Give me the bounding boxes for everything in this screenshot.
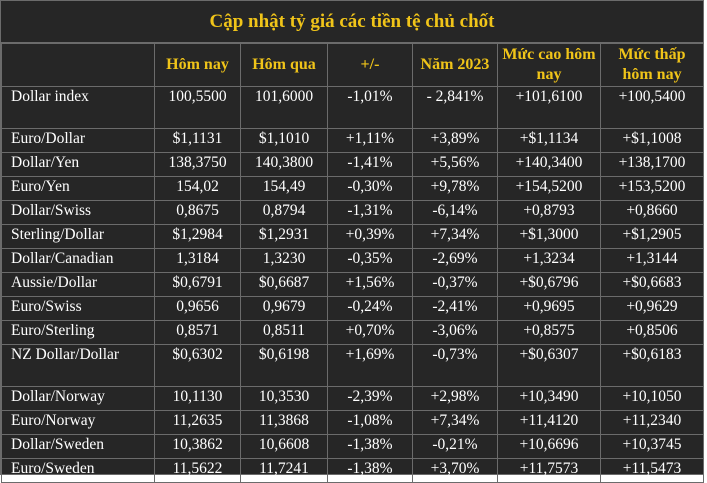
cell-pair: Euro/Sterling	[2, 321, 155, 345]
table-row	[2, 297, 704, 321]
cell-change: -1,31%	[328, 201, 413, 225]
cell-high-today: +11,7573	[498, 459, 601, 483]
cell-yesterday: 11,3868	[241, 411, 328, 435]
cell-pair: Dollar/Canadian	[2, 249, 155, 273]
cell-pair: Euro/Dollar	[2, 129, 155, 153]
cell-high-today: +140,3400	[498, 153, 601, 177]
cell-pair: Euro/Yen	[2, 177, 155, 201]
cell-change: +1,11%	[328, 129, 413, 153]
cell-low-today: +1,3144	[601, 249, 704, 273]
cell-yesterday: 140,3800	[241, 153, 328, 177]
table-row	[2, 459, 704, 483]
cell-high-today: +$1,1134	[498, 129, 601, 153]
cell-today: 0,8675	[155, 201, 241, 225]
cell-low-today: +11,2340	[601, 411, 704, 435]
exchange-rate-table	[1, 43, 704, 483]
cell-low-today: +0,9629	[601, 297, 704, 321]
cell-high-today: +0,9695	[498, 297, 601, 321]
table-row	[2, 273, 704, 297]
cell-year-2023: +9,78%	[413, 177, 498, 201]
header-cell-low-today: Mức thấp hôm nay	[601, 44, 704, 87]
cell-pair: Euro/Norway	[2, 411, 155, 435]
cell-year-2023: +3,89%	[413, 129, 498, 153]
cell-high-today: +154,5200	[498, 177, 601, 201]
cell-today: 10,1130	[155, 387, 241, 411]
cell-pair: Aussie/Dollar	[2, 273, 155, 297]
cell-year-2023: -2,69%	[413, 249, 498, 273]
cell-low-today: +10,3745	[601, 435, 704, 459]
cell-change: -1,38%	[328, 435, 413, 459]
cell-low-today: +0,8506	[601, 321, 704, 345]
header-row	[2, 44, 704, 87]
header-cell-yesterday: Hôm qua	[241, 44, 328, 87]
cell-high-today: +1,3234	[498, 249, 601, 273]
table-row	[2, 249, 704, 273]
cell-pair: Dollar/Yen	[2, 153, 155, 177]
cell-yesterday: $0,6198	[241, 345, 328, 387]
cell-yesterday: 1,3230	[241, 249, 328, 273]
header-cell-today: Hôm nay	[155, 44, 241, 87]
cell-change: -1,41%	[328, 153, 413, 177]
header-cell-change: +/-	[328, 44, 413, 87]
table-row	[2, 387, 704, 411]
cell-year-2023: +5,56%	[413, 153, 498, 177]
cell-change: -1,08%	[328, 411, 413, 435]
cell-low-today: +153,5200	[601, 177, 704, 201]
cell-today: $0,6302	[155, 345, 241, 387]
table-row	[2, 87, 704, 129]
table-row	[2, 201, 704, 225]
cell-pair: Dollar index	[2, 87, 155, 129]
cell-yesterday: 101,6000	[241, 87, 328, 129]
cell-change: -0,30%	[328, 177, 413, 201]
cell-yesterday: 0,8511	[241, 321, 328, 345]
cell-low-today: +138,1700	[601, 153, 704, 177]
cell-yesterday: 0,9679	[241, 297, 328, 321]
table-row	[2, 225, 704, 249]
cell-high-today: +$0,6307	[498, 345, 601, 387]
cell-yesterday: 10,3530	[241, 387, 328, 411]
cell-year-2023: +3,70%	[413, 459, 498, 483]
header-cell-pair	[2, 44, 155, 87]
cell-pair: Dollar/Sweden	[2, 435, 155, 459]
cell-high-today: +101,6100	[498, 87, 601, 129]
cell-pair: Euro/Swiss	[2, 297, 155, 321]
header-cell-high-today: Mức cao hôm nay	[498, 44, 601, 87]
cell-change: +0,39%	[328, 225, 413, 249]
cell-today: 11,2635	[155, 411, 241, 435]
cell-change: +1,56%	[328, 273, 413, 297]
cell-today: 154,02	[155, 177, 241, 201]
cell-year-2023: -6,14%	[413, 201, 498, 225]
cell-year-2023: - 2,841%	[413, 87, 498, 129]
cell-low-today: +100,5400	[601, 87, 704, 129]
cell-change: -0,35%	[328, 249, 413, 273]
cell-year-2023: -0,73%	[413, 345, 498, 387]
cell-low-today: +$0,6683	[601, 273, 704, 297]
cell-change: -0,24%	[328, 297, 413, 321]
table-row	[2, 411, 704, 435]
cell-change: -1,01%	[328, 87, 413, 129]
cell-today: 10,3862	[155, 435, 241, 459]
cell-change: +0,70%	[328, 321, 413, 345]
cell-today: 0,8571	[155, 321, 241, 345]
cell-today: 11,5622	[155, 459, 241, 483]
cell-high-today: +0,8575	[498, 321, 601, 345]
cell-change: -1,38%	[328, 459, 413, 483]
cell-today: 1,3184	[155, 249, 241, 273]
cell-low-today: +$0,6183	[601, 345, 704, 387]
cell-yesterday: 154,49	[241, 177, 328, 201]
cell-pair: Dollar/Norway	[2, 387, 155, 411]
cell-year-2023: +7,34%	[413, 411, 498, 435]
cell-today: $1,1131	[155, 129, 241, 153]
cell-yesterday: 10,6608	[241, 435, 328, 459]
cell-today: 0,9656	[155, 297, 241, 321]
cell-pair: Sterling/Dollar	[2, 225, 155, 249]
cell-year-2023: -0,21%	[413, 435, 498, 459]
cell-year-2023: -3,06%	[413, 321, 498, 345]
cell-yesterday: $1,2931	[241, 225, 328, 249]
cell-pair: Euro/Sweden	[2, 459, 155, 483]
cell-high-today: +11,4120	[498, 411, 601, 435]
cell-low-today: +0,8660	[601, 201, 704, 225]
cell-year-2023: +2,98%	[413, 387, 498, 411]
cell-change: +1,69%	[328, 345, 413, 387]
cell-today: $0,6791	[155, 273, 241, 297]
cell-low-today: +11,5473	[601, 459, 704, 483]
cell-today: 100,5500	[155, 87, 241, 129]
cell-low-today: +$1,1008	[601, 129, 704, 153]
cell-pair: NZ Dollar/Dollar	[2, 345, 155, 387]
cell-pair: Dollar/Swiss	[2, 201, 155, 225]
cell-yesterday: 11,7241	[241, 459, 328, 483]
cell-high-today: +10,3490	[498, 387, 601, 411]
table-row	[2, 435, 704, 459]
table-row	[2, 129, 704, 153]
cell-high-today: +$1,3000	[498, 225, 601, 249]
cell-today: 138,3750	[155, 153, 241, 177]
header-cell-year-2023: Năm 2023	[413, 44, 498, 87]
table-row	[2, 177, 704, 201]
cell-change: -2,39%	[328, 387, 413, 411]
cell-high-today: +10,6696	[498, 435, 601, 459]
cell-low-today: +$1,2905	[601, 225, 704, 249]
cell-yesterday: 0,8794	[241, 201, 328, 225]
cell-high-today: +$0,6796	[498, 273, 601, 297]
cell-year-2023: -0,37%	[413, 273, 498, 297]
cell-today: $1,2984	[155, 225, 241, 249]
cell-yesterday: $0,6687	[241, 273, 328, 297]
table-row	[2, 153, 704, 177]
table-row	[2, 321, 704, 345]
cell-high-today: +0,8793	[498, 201, 601, 225]
cell-low-today: +10,1050	[601, 387, 704, 411]
table-row	[2, 345, 704, 387]
table-title: Cập nhật tỷ giá các tiền tệ chủ chốt	[1, 1, 703, 43]
cell-yesterday: $1,1010	[241, 129, 328, 153]
cell-year-2023: +7,34%	[413, 225, 498, 249]
cell-year-2023: -2,41%	[413, 297, 498, 321]
